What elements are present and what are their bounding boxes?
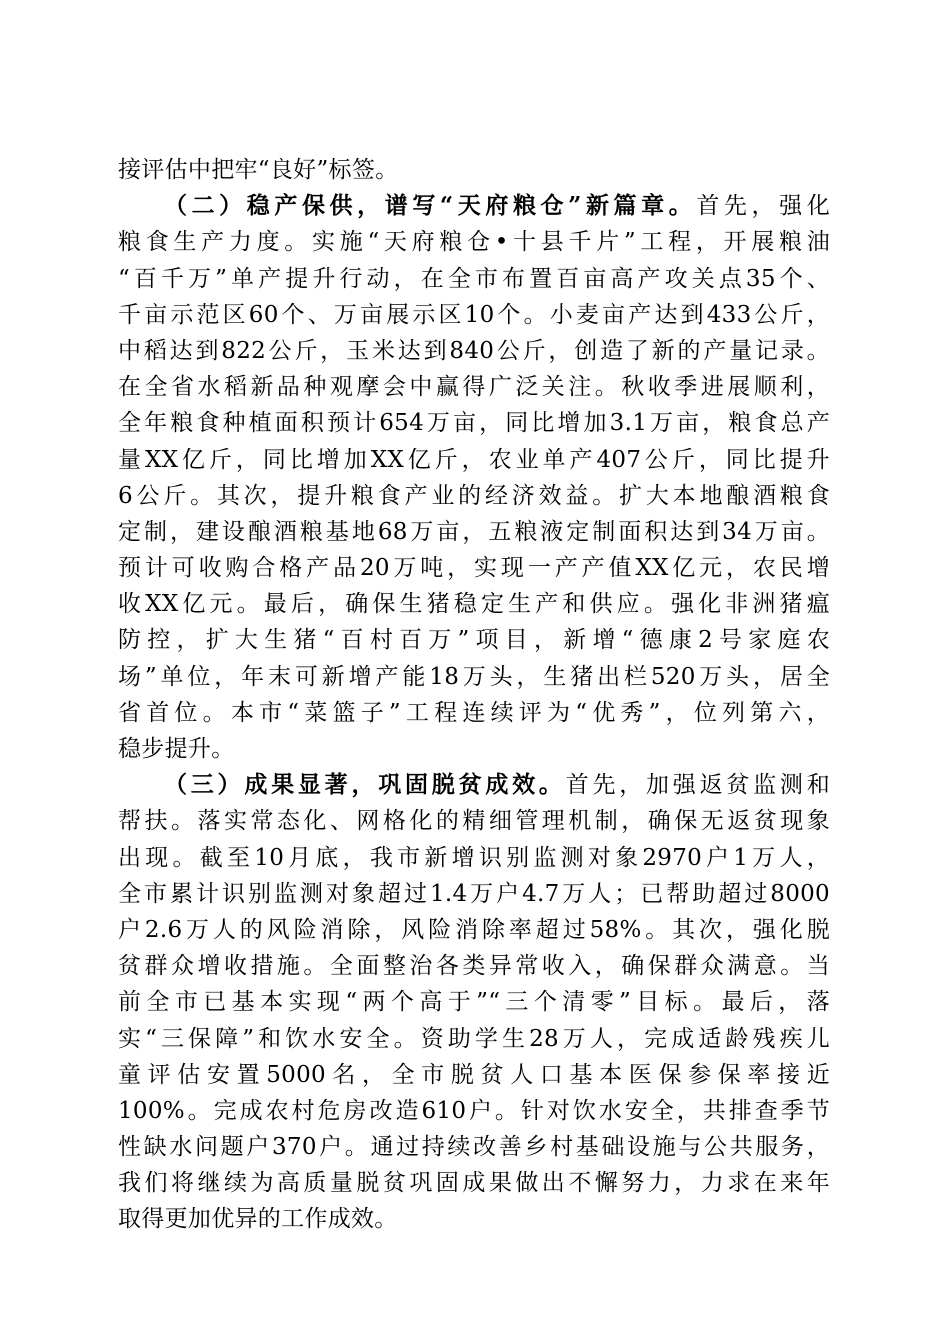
paragraph-2-line: 定制，建设酿酒粮基地68万亩，五粮液定制面积达到34万亩。: [118, 518, 830, 545]
paragraph-2-line: 收XX亿元。最后，确保生猪稳定生产和供应。强化非洲猪瘟: [118, 591, 830, 618]
paragraph-3-line: 前全市已基本实现“两个高于”“三个清零”目标。最后，落: [118, 989, 830, 1016]
paragraph-2-line: 场”单位，年末可新增产能18万头，生猪出栏520万头，居全: [118, 663, 830, 690]
paragraph-2-line: 6公斤。其次，提升粮食产业的经济效益。扩大本地酿酒粮食: [118, 482, 830, 509]
document-body: [118, 152, 830, 1238]
paragraph-2-line: 防控，扩大生猪“百村百万”项目，新增“德康2号家庭农: [118, 627, 830, 654]
paragraph-2-first-line: [118, 188, 830, 224]
paragraph-3-first-line-rest: 首先，加强返贫监测和: [565, 772, 831, 799]
paragraph-2-line: “百千万”单产提升行动，在全市布置百亩高产攻关点35个、: [118, 265, 830, 292]
paragraph-2-line: 量XX亿斤，同比增加XX亿斤，农业单产407公斤，同比提升: [118, 446, 830, 473]
paragraph-2-line: 粮食生产力度。实施“天府粮仓•十县千片”工程，开展粮油: [118, 229, 830, 256]
paragraph-2-line: 中稻达到822公斤，玉米达到840公斤，创造了新的产量记录。: [118, 337, 830, 364]
section-heading-2: （二）稳产保供，谱写“天府粮仓”新篇章。: [164, 192, 697, 220]
paragraph-3-line: 童评估安置5000名，全市脱贫人口基本医保参保率接近: [118, 1061, 830, 1088]
paragraph-3-line: 100%。完成农村危房改造610户。针对饮水安全，共排查季节: [118, 1097, 830, 1124]
paragraph-2-line: 全年粮食种植面积预计654万亩，同比增加3.1万亩，粮食总产: [118, 410, 830, 437]
paragraph-2-line: 稳步提升。: [118, 736, 235, 762]
paragraph-3-line: 出现。截至10月底，我市新增识别监测对象2970户1万人，: [118, 844, 830, 871]
paragraph-3-line: 性缺水问题户370户。通过持续改善乡村基础设施与公共服务，: [118, 1134, 830, 1161]
paragraph-2-first-line-rest: 首先，强化: [696, 193, 830, 220]
paragraph-3-line: 户2.6万人的风险消除，风险消除率超过58%。其次，强化脱: [118, 916, 830, 943]
paragraph-3-line: 实“三保障”和饮水安全。资助学生28万人，完成适龄残疾儿: [118, 1025, 830, 1052]
paragraph-3-first-line: [118, 767, 830, 803]
paragraph-3-line: 取得更加优异的工作成效。: [118, 1206, 398, 1233]
paragraph-1-line-1: 接评估中把牢“良好”标签。: [118, 157, 399, 183]
paragraph-2-line: 在全省水稻新品种观摩会中赢得广泛关注。秋收季进展顺利，: [118, 374, 830, 401]
paragraph-3-line: 我们将继续为高质量脱贫巩固成果做出不懈努力，力求在来年: [118, 1170, 830, 1197]
paragraph-3-line: 帮扶。落实常态化、网格化的精细管理机制，确保无返贫现象: [118, 808, 830, 835]
paragraph-2-line: 千亩示范区60个、万亩展示区10个。小麦亩产达到433公斤，: [118, 301, 830, 328]
paragraph-3-line: 贫群众增收措施。全面整治各类异常收入，确保群众满意。当: [118, 953, 830, 980]
paragraph-2-line: 预计可收购合格产品20万吨，实现一产产值XX亿元，农民增: [118, 555, 830, 582]
paragraph-3-line: 全市累计识别监测对象超过1.4万户4.7万人；已帮助超过8000: [118, 880, 830, 907]
section-heading-3: （三）成果显著，巩固脱贫成效。: [164, 771, 566, 799]
paragraph-2-line: 省首位。本市“菜篮子”工程连续评为“优秀”，位列第六，: [118, 699, 830, 726]
